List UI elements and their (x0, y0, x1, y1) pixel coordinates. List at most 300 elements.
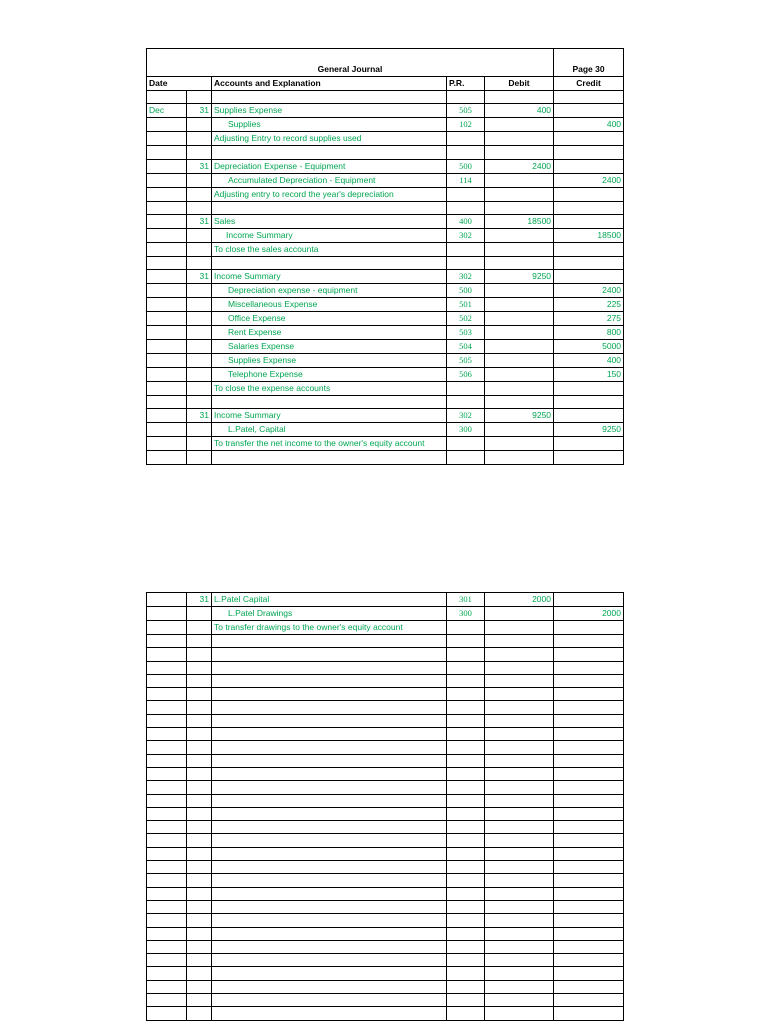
credit-cell: 400 (554, 118, 624, 132)
credit-cell: 2400 (554, 173, 624, 187)
credit-cell (554, 214, 624, 228)
date-month-cell (147, 159, 187, 173)
journal-row (147, 312, 624, 326)
date-month-cell (147, 340, 187, 354)
debit-cell (485, 132, 554, 146)
pr-cell: 300 (447, 607, 485, 621)
pr-cell (447, 741, 485, 754)
date-day-cell (187, 326, 212, 340)
date-month-cell (147, 940, 187, 953)
date-month-cell (147, 132, 187, 146)
debit-cell (485, 781, 554, 794)
credit-cell (554, 382, 624, 396)
pr-cell (447, 728, 485, 741)
credit-cell (554, 674, 624, 687)
date-month-cell (147, 874, 187, 887)
debit-cell (485, 284, 554, 298)
debit-cell (485, 874, 554, 887)
date-day-cell (187, 146, 212, 159)
debit-cell (485, 980, 554, 993)
pr-cell (447, 940, 485, 953)
date-day-cell (187, 118, 212, 132)
date-day-cell (187, 980, 212, 993)
debit-cell: 2000 (485, 593, 554, 607)
debit-cell (485, 701, 554, 714)
journal-row (147, 674, 624, 687)
journal-row (147, 201, 624, 214)
journal-row (147, 270, 624, 284)
debit-cell (485, 754, 554, 767)
credit-cell (554, 741, 624, 754)
debit-cell (485, 914, 554, 927)
account-cell (212, 847, 447, 860)
date-month-cell (147, 201, 187, 214)
account-cell (212, 874, 447, 887)
debit-cell (485, 382, 554, 396)
date-month-cell (147, 688, 187, 701)
debit-cell (485, 298, 554, 312)
pr-cell (447, 767, 485, 780)
date-month-cell (147, 821, 187, 834)
date-month-cell (147, 256, 187, 269)
date-month-cell (147, 741, 187, 754)
date-day-cell (187, 887, 212, 900)
journal-row (147, 1007, 624, 1020)
credit-cell (554, 994, 624, 1007)
date-month-cell (147, 900, 187, 913)
journal-row (147, 228, 624, 242)
pr-cell: 506 (447, 368, 485, 382)
credit-cell: 2400 (554, 284, 624, 298)
debit-cell (485, 173, 554, 187)
journal-row (147, 132, 624, 146)
date-day-cell (187, 701, 212, 714)
date-month-cell (147, 242, 187, 256)
pr-cell: 302 (447, 409, 485, 423)
credit-cell: 5000 (554, 340, 624, 354)
credit-cell (554, 593, 624, 607)
pr-cell (447, 661, 485, 674)
journal-row (147, 214, 624, 228)
credit-cell (554, 980, 624, 993)
debit-cell (485, 326, 554, 340)
date-day-cell (187, 767, 212, 780)
debit-cell (485, 187, 554, 201)
date-day-cell (187, 781, 212, 794)
account-cell: To close the sales accounta (212, 242, 447, 256)
page-number: Page 30 (554, 49, 624, 77)
date-day-cell (187, 714, 212, 727)
pr-cell (447, 91, 485, 104)
journal-row (147, 298, 624, 312)
date-month-cell (147, 861, 187, 874)
journal-row (147, 340, 624, 354)
journal-row (147, 754, 624, 767)
pr-cell (447, 187, 485, 201)
pr-cell: 301 (447, 593, 485, 607)
date-day-cell: 31 (187, 270, 212, 284)
account-cell (212, 914, 447, 927)
date-day-cell (187, 821, 212, 834)
credit-cell (554, 661, 624, 674)
pr-cell (447, 201, 485, 214)
account-cell (212, 728, 447, 741)
account-cell: To transfer the net income to the owner's equity account (212, 437, 447, 451)
date-day-cell (187, 132, 212, 146)
pr-cell (447, 1007, 485, 1020)
journal-continuation-body (147, 593, 624, 1021)
date-day-cell (187, 807, 212, 820)
debit-cell (485, 648, 554, 661)
journal-row (147, 451, 624, 464)
debit-cell (485, 847, 554, 860)
date-day-cell (187, 256, 212, 269)
account-cell (212, 396, 447, 409)
date-month-cell (147, 298, 187, 312)
debit-cell (485, 228, 554, 242)
date-month-cell (147, 173, 187, 187)
credit-cell (554, 794, 624, 807)
date-month-cell (147, 781, 187, 794)
date-day-cell (187, 674, 212, 687)
pr-cell: 502 (447, 312, 485, 326)
credit-cell (554, 1007, 624, 1020)
date-day-cell (187, 298, 212, 312)
date-day-cell (187, 834, 212, 847)
debit-cell (485, 91, 554, 104)
date-month-cell (147, 674, 187, 687)
date-month-cell (147, 368, 187, 382)
date-day-cell (187, 994, 212, 1007)
debit-cell (485, 767, 554, 780)
account-cell: To close the expense accounts (212, 382, 447, 396)
journal-row (147, 396, 624, 409)
date-day-cell: 31 (187, 159, 212, 173)
date-month-cell (147, 409, 187, 423)
account-cell: L.Patel, Capital (212, 423, 447, 437)
credit-cell (554, 728, 624, 741)
date-day-cell (187, 340, 212, 354)
account-cell (212, 954, 447, 967)
date-day-cell (187, 914, 212, 927)
credit-cell: 800 (554, 326, 624, 340)
account-cell (212, 635, 447, 648)
credit-cell (554, 847, 624, 860)
journal-row (147, 242, 624, 256)
date-header: Date (147, 77, 212, 91)
debit-cell (485, 688, 554, 701)
pr-cell: 504 (447, 340, 485, 354)
pr-cell (447, 847, 485, 860)
account-cell (212, 834, 447, 847)
date-month-cell (147, 621, 187, 635)
account-cell: Supplies Expense (212, 354, 447, 368)
pr-cell (447, 994, 485, 1007)
pr-cell (447, 861, 485, 874)
debit-cell (485, 451, 554, 464)
journal-row (147, 118, 624, 132)
pr-cell (447, 256, 485, 269)
journal-row (147, 688, 624, 701)
journal-row (147, 834, 624, 847)
account-cell: Sales (212, 214, 447, 228)
account-cell: Rent Expense (212, 326, 447, 340)
pr-cell (447, 794, 485, 807)
credit-cell: 18500 (554, 228, 624, 242)
account-cell (212, 674, 447, 687)
date-month-cell (147, 396, 187, 409)
journal-title: General Journal (147, 49, 554, 77)
date-day-cell (187, 954, 212, 967)
credit-cell (554, 132, 624, 146)
debit-cell (485, 714, 554, 727)
credit-cell (554, 874, 624, 887)
date-month-cell (147, 1007, 187, 1020)
debit-cell (485, 118, 554, 132)
date-day-cell (187, 861, 212, 874)
account-cell (212, 741, 447, 754)
account-cell (212, 256, 447, 269)
pr-cell (447, 821, 485, 834)
account-cell: Income Summary (212, 409, 447, 423)
date-month-cell (147, 354, 187, 368)
debit-cell (485, 437, 554, 451)
date-month-cell (147, 887, 187, 900)
date-month-cell (147, 701, 187, 714)
credit-cell (554, 754, 624, 767)
credit-cell (554, 954, 624, 967)
date-day-cell (187, 874, 212, 887)
debit-cell (485, 674, 554, 687)
credit-cell (554, 914, 624, 927)
pr-cell (447, 242, 485, 256)
debit-cell (485, 396, 554, 409)
pr-cell (447, 927, 485, 940)
date-month-cell (147, 382, 187, 396)
account-cell (212, 91, 447, 104)
date-day-cell (187, 635, 212, 648)
date-day-cell: 31 (187, 409, 212, 423)
date-day-cell (187, 688, 212, 701)
credit-cell (554, 187, 624, 201)
pr-cell: 500 (447, 159, 485, 173)
journal-row (147, 914, 624, 927)
account-cell: To transfer drawings to the owner's equity account (212, 621, 447, 635)
journal-row (147, 593, 624, 607)
debit-cell (485, 607, 554, 621)
date-day-cell (187, 927, 212, 940)
journal-row (147, 767, 624, 780)
account-cell (212, 940, 447, 953)
journal-row (147, 621, 624, 635)
account-cell (212, 927, 447, 940)
general-journal-table (146, 48, 624, 465)
account-cell: Income Summary (212, 270, 447, 284)
account-cell: Office Expense (212, 312, 447, 326)
debit-cell (485, 1007, 554, 1020)
credit-cell (554, 940, 624, 953)
journal-row (147, 701, 624, 714)
debit-cell (485, 794, 554, 807)
journal-row (147, 967, 624, 980)
journal-row (147, 980, 624, 993)
journal-row (147, 326, 624, 340)
pr-cell (447, 980, 485, 993)
pr-cell (447, 451, 485, 464)
credit-cell: 400 (554, 354, 624, 368)
date-day-cell (187, 396, 212, 409)
debit-cell: 400 (485, 104, 554, 118)
accounts-header: Accounts and Explanation (212, 77, 447, 91)
date-day-cell (187, 228, 212, 242)
pr-cell: 114 (447, 173, 485, 187)
journal-row (147, 607, 624, 621)
journal-row (147, 821, 624, 834)
account-cell (212, 821, 447, 834)
journal-row (147, 91, 624, 104)
account-cell (212, 661, 447, 674)
journal-row (147, 847, 624, 860)
date-day-cell (187, 607, 212, 621)
credit-cell (554, 409, 624, 423)
journal-row (147, 900, 624, 913)
pr-cell (447, 714, 485, 727)
journal-row (147, 994, 624, 1007)
journal-row (147, 887, 624, 900)
account-cell: Income Summary (212, 228, 447, 242)
credit-cell (554, 821, 624, 834)
debit-cell: 9250 (485, 409, 554, 423)
pr-cell: 500 (447, 284, 485, 298)
credit-cell: 9250 (554, 423, 624, 437)
date-day-cell (187, 754, 212, 767)
journal-row (147, 104, 624, 118)
account-cell: Depreciation Expense - Equipment (212, 159, 447, 173)
date-month-cell (147, 967, 187, 980)
date-month-cell (147, 284, 187, 298)
credit-cell (554, 781, 624, 794)
date-day-cell (187, 91, 212, 104)
credit-cell (554, 146, 624, 159)
debit-cell (485, 861, 554, 874)
credit-cell (554, 861, 624, 874)
pr-cell: 400 (447, 214, 485, 228)
date-month-cell (147, 980, 187, 993)
date-day-cell: 31 (187, 104, 212, 118)
journal-row (147, 794, 624, 807)
account-cell (212, 767, 447, 780)
date-day-cell (187, 201, 212, 214)
account-cell: L.Patel Drawings (212, 607, 447, 621)
debit-header: Debit (485, 77, 554, 91)
credit-header: Credit (554, 77, 624, 91)
account-cell (212, 994, 447, 1007)
credit-cell (554, 927, 624, 940)
credit-cell (554, 967, 624, 980)
date-month-cell (147, 914, 187, 927)
date-month-cell (147, 91, 187, 104)
journal-body (147, 49, 624, 465)
date-day-cell (187, 187, 212, 201)
account-cell (212, 887, 447, 900)
account-cell (212, 900, 447, 913)
date-month-cell (147, 593, 187, 607)
pr-cell (447, 674, 485, 687)
account-cell (212, 980, 447, 993)
pr-cell: 300 (447, 423, 485, 437)
date-month-cell (147, 635, 187, 648)
account-cell (212, 688, 447, 701)
date-month-cell (147, 451, 187, 464)
debit-cell (485, 312, 554, 326)
pr-header: P.R. (447, 77, 485, 91)
journal-row (147, 661, 624, 674)
pr-cell (447, 954, 485, 967)
account-cell: Depreciation expense - equipment (212, 284, 447, 298)
journal-row (147, 423, 624, 437)
journal-row (147, 728, 624, 741)
credit-cell (554, 767, 624, 780)
pr-cell (447, 635, 485, 648)
date-month-cell (147, 607, 187, 621)
pr-cell: 302 (447, 270, 485, 284)
date-day-cell (187, 900, 212, 913)
debit-cell (485, 201, 554, 214)
date-month-cell (147, 187, 187, 201)
account-cell (212, 1007, 447, 1020)
date-month-cell (147, 714, 187, 727)
debit-cell (485, 728, 554, 741)
account-cell: Supplies Expense (212, 104, 447, 118)
date-day-cell (187, 354, 212, 368)
credit-cell (554, 807, 624, 820)
credit-cell (554, 834, 624, 847)
credit-cell (554, 648, 624, 661)
credit-cell (554, 201, 624, 214)
date-month-cell: Dec (147, 104, 187, 118)
account-cell (212, 146, 447, 159)
journal-row (147, 741, 624, 754)
date-month-cell (147, 834, 187, 847)
pr-cell: 102 (447, 118, 485, 132)
journal-row (147, 256, 624, 269)
journal-row (147, 173, 624, 187)
pr-cell: 302 (447, 228, 485, 242)
pr-cell (447, 437, 485, 451)
debit-cell (485, 967, 554, 980)
date-month-cell (147, 118, 187, 132)
account-cell (212, 807, 447, 820)
journal-row (147, 807, 624, 820)
journal-row (147, 146, 624, 159)
date-day-cell (187, 368, 212, 382)
journal-row (147, 187, 624, 201)
debit-cell (485, 368, 554, 382)
account-cell (212, 451, 447, 464)
date-day-cell (187, 794, 212, 807)
debit-cell (485, 887, 554, 900)
credit-cell (554, 714, 624, 727)
account-cell (212, 648, 447, 661)
date-day-cell (187, 648, 212, 661)
date-day-cell (187, 741, 212, 754)
pr-cell: 503 (447, 326, 485, 340)
journal-row (147, 648, 624, 661)
pr-cell (447, 807, 485, 820)
date-day-cell (187, 1007, 212, 1020)
date-day-cell: 31 (187, 593, 212, 607)
pr-cell (447, 132, 485, 146)
